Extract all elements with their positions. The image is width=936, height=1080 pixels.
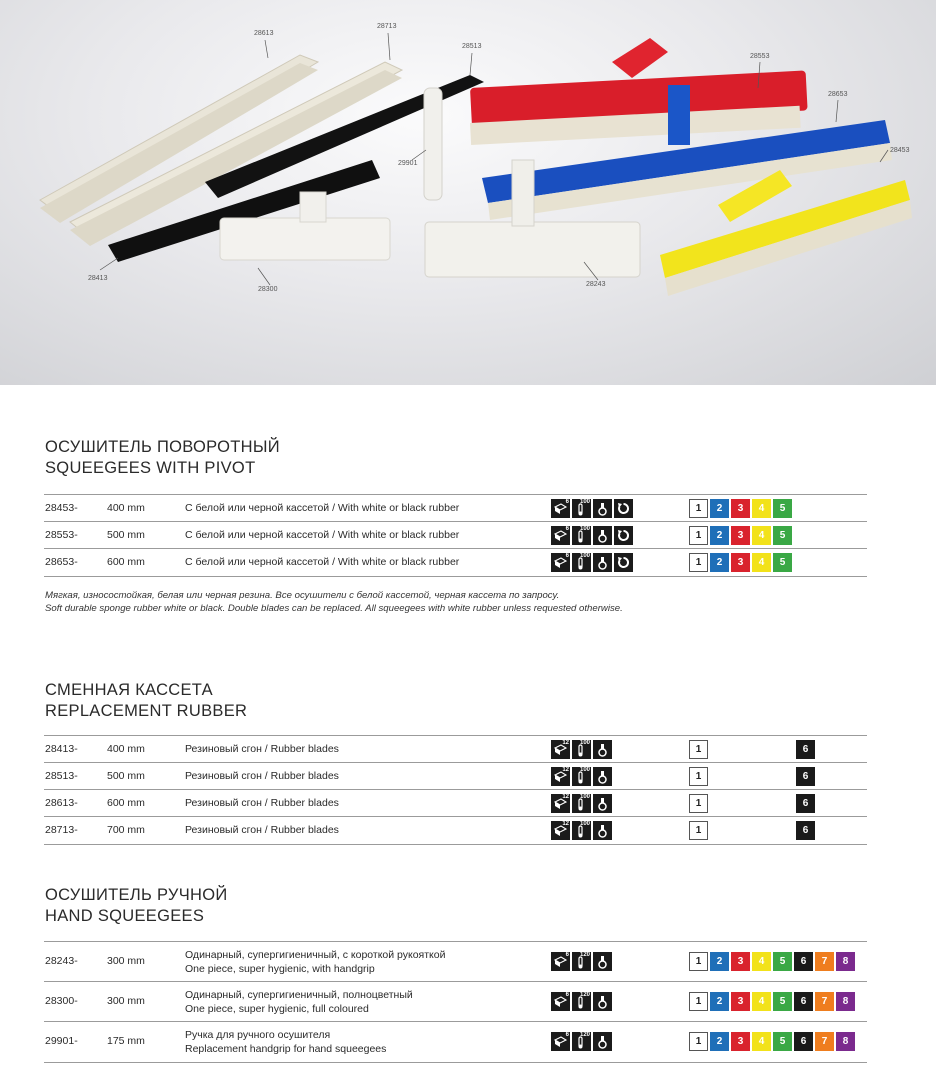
color-swatch: 2 <box>710 952 729 971</box>
temperature-value: 100 <box>579 499 590 505</box>
temperature-icon <box>572 952 591 971</box>
color-swatch: 4 <box>752 992 771 1011</box>
rotate-icon <box>614 526 633 545</box>
temperature-value: 100 <box>579 740 590 746</box>
color-swatch: 4 <box>752 1032 771 1051</box>
article-code: 28243- <box>45 955 78 967</box>
color-swatch: 2 <box>710 499 729 518</box>
property-icons <box>551 794 612 813</box>
color-swatch: 3 <box>731 553 750 572</box>
color-options <box>689 499 792 518</box>
color-swatch: 6 <box>796 821 815 840</box>
property-icons <box>551 767 612 786</box>
temperature-icon <box>572 1032 591 1051</box>
property-icons <box>551 526 633 545</box>
box-quantity-value: 6 <box>565 1032 569 1038</box>
description: Резиновый сгон / Rubber blades <box>185 797 339 809</box>
color-swatch: 7 <box>815 952 834 971</box>
property-icons <box>551 992 612 1011</box>
temperature-value: 100 <box>579 767 590 773</box>
color-swatch: 8 <box>836 992 855 1011</box>
temperature-icon <box>572 499 591 518</box>
box-quantity-value: 6 <box>565 526 569 532</box>
box-quantity-value: 12 <box>562 821 569 827</box>
color-swatch: 5 <box>773 992 792 1011</box>
color-swatch: 2 <box>710 1032 729 1051</box>
description-en: One piece, super hygienic, with handgrip <box>185 963 375 975</box>
pivot-note <box>45 589 623 615</box>
color-swatch: 4 <box>752 499 771 518</box>
size-value: 600 mm <box>107 556 145 568</box>
box-quantity-icon <box>551 526 570 545</box>
description-en: One piece, super hygienic, full coloured <box>185 1003 369 1015</box>
box-quantity-value: 12 <box>562 740 569 746</box>
color-options <box>689 821 815 840</box>
color-options <box>689 526 792 545</box>
photo-label-28553: 28553 <box>750 53 770 60</box>
article-code: 28653- <box>45 556 78 568</box>
hygiene-icon <box>593 499 612 518</box>
article-code: 28613- <box>45 797 78 809</box>
hygiene-icon <box>593 767 612 786</box>
property-icons <box>551 1032 612 1051</box>
size-value: 300 mm <box>107 995 145 1007</box>
box-quantity-value: 6 <box>565 499 569 505</box>
size-value: 400 mm <box>107 502 145 514</box>
color-swatch: 6 <box>794 1032 813 1051</box>
article-code: 28553- <box>45 529 78 541</box>
color-options <box>689 740 815 759</box>
description-ru: Одинарный, супергигиеничный, с короткой рукояткой <box>185 949 446 961</box>
color-swatch: 1 <box>689 499 708 518</box>
description-en: Replacement handgrip for hand squeegees <box>185 1043 387 1055</box>
photo-label-28413: 28413 <box>88 275 108 282</box>
box-quantity-icon <box>551 952 570 971</box>
color-swatch: 4 <box>752 952 771 971</box>
temperature-value: 100 <box>579 553 590 559</box>
hygiene-icon <box>593 740 612 759</box>
size-value: 600 mm <box>107 797 145 809</box>
color-swatch: 1 <box>689 992 708 1011</box>
color-swatch: 1 <box>689 794 708 813</box>
property-icons <box>551 821 612 840</box>
property-icons <box>551 952 612 971</box>
hygiene-icon <box>593 553 612 572</box>
hygiene-icon <box>593 794 612 813</box>
color-swatch: 6 <box>794 952 813 971</box>
color-swatch: 1 <box>689 526 708 545</box>
table-row <box>44 494 867 522</box>
color-options <box>689 1032 855 1051</box>
description-ru: Одинарный, супергигиеничный, полноцветный <box>185 989 413 1001</box>
description: С белой или черной кассетой / With white or black rubber <box>185 529 460 541</box>
color-swatch: 5 <box>773 1032 792 1051</box>
photo-label-28300: 28300 <box>258 286 278 293</box>
table-row <box>44 521 867 549</box>
box-quantity-icon <box>551 821 570 840</box>
article-code: 28300- <box>45 995 78 1007</box>
section-title-en: REPLACEMENT RUBBER <box>45 702 248 720</box>
note-ru: Мягкая, износостойкая, белая или черная резина. Все осушители с белой кассетой, черная кассета по запросу. <box>45 590 560 601</box>
article-code: 29901- <box>45 1035 78 1047</box>
color-swatch: 5 <box>773 952 792 971</box>
color-swatch: 8 <box>836 952 855 971</box>
box-quantity-icon <box>551 499 570 518</box>
photo-label-28613: 28613 <box>254 30 274 37</box>
color-swatch: 7 <box>815 1032 834 1051</box>
color-swatch: 1 <box>689 767 708 786</box>
color-swatch: 1 <box>689 821 708 840</box>
temperature-icon <box>572 821 591 840</box>
color-swatch: 5 <box>773 526 792 545</box>
hygiene-icon <box>593 1032 612 1051</box>
property-icons <box>551 499 633 518</box>
table-row <box>44 981 867 1022</box>
color-swatch: 3 <box>731 952 750 971</box>
table-row <box>44 762 867 790</box>
color-options <box>689 767 815 786</box>
article-code: 28453- <box>45 502 78 514</box>
temperature-icon <box>572 767 591 786</box>
temperature-icon <box>572 740 591 759</box>
color-swatch: 6 <box>796 740 815 759</box>
section-title-replacement <box>45 680 247 722</box>
product-photo <box>0 0 936 385</box>
size-value: 175 mm <box>107 1035 145 1047</box>
description <box>185 948 445 976</box>
color-options <box>689 952 855 971</box>
photo-label-28513: 28513 <box>462 43 482 50</box>
color-options <box>689 794 815 813</box>
article-code: 28713- <box>45 824 78 836</box>
color-swatch: 6 <box>796 767 815 786</box>
box-quantity-icon <box>551 740 570 759</box>
size-value: 500 mm <box>107 529 145 541</box>
color-options <box>689 553 792 572</box>
color-swatch: 1 <box>689 1032 708 1051</box>
table-row <box>44 735 867 763</box>
description: С белой или черной кассетой / With white or black rubber <box>185 556 460 568</box>
box-quantity-icon <box>551 553 570 572</box>
color-swatch: 2 <box>710 992 729 1011</box>
hygiene-icon <box>593 821 612 840</box>
temperature-value: 100 <box>579 794 590 800</box>
box-quantity-icon <box>551 794 570 813</box>
temperature-icon <box>572 526 591 545</box>
color-swatch: 6 <box>794 992 813 1011</box>
note-en: Soft durable sponge rubber white or black. Double blades can be replaced. All squeegees with white rubber unless requested otherwise. <box>45 603 623 614</box>
article-code: 28513- <box>45 770 78 782</box>
article-code: 28413- <box>45 743 78 755</box>
table-row <box>44 941 867 982</box>
description <box>185 988 413 1016</box>
property-icons <box>551 740 612 759</box>
rotate-icon <box>614 499 633 518</box>
squeegee-illustration <box>0 0 936 385</box>
section-title-ru: СМЕННАЯ КАССЕТА <box>45 681 213 699</box>
temperature-value: 120 <box>579 1032 590 1038</box>
color-swatch: 1 <box>689 553 708 572</box>
temperature-value: 120 <box>579 992 590 998</box>
color-swatch: 8 <box>836 1032 855 1051</box>
description: С белой или черной кассетой / With white or black rubber <box>185 502 460 514</box>
color-swatch: 3 <box>731 526 750 545</box>
photo-label-28453: 28453 <box>890 147 910 154</box>
color-swatch: 2 <box>710 553 729 572</box>
color-options <box>689 992 855 1011</box>
color-swatch: 4 <box>752 553 771 572</box>
size-value: 500 mm <box>107 770 145 782</box>
color-swatch: 4 <box>752 526 771 545</box>
temperature-value: 100 <box>579 821 590 827</box>
box-quantity-icon <box>551 1032 570 1051</box>
hygiene-icon <box>593 952 612 971</box>
size-value: 700 mm <box>107 824 145 836</box>
size-value: 300 mm <box>107 955 145 967</box>
color-swatch: 1 <box>689 740 708 759</box>
table-row <box>44 1021 867 1063</box>
description: Резиновый сгон / Rubber blades <box>185 743 339 755</box>
box-quantity-value: 6 <box>565 553 569 559</box>
photo-label-29901: 29901 <box>398 160 418 167</box>
color-swatch: 3 <box>731 1032 750 1051</box>
rotate-icon <box>614 553 633 572</box>
section-title-ru: ОСУШИТЕЛЬ РУЧНОЙ <box>45 886 228 904</box>
size-value: 400 mm <box>107 743 145 755</box>
section-title-en: HAND SQUEEGEES <box>45 907 205 925</box>
box-quantity-icon <box>551 992 570 1011</box>
photo-label-28713: 28713 <box>377 23 397 30</box>
table-row <box>44 548 867 577</box>
description <box>185 1028 386 1056</box>
section-title-hand <box>45 885 228 927</box>
box-quantity-value: 6 <box>565 952 569 958</box>
table-row <box>44 816 867 845</box>
box-quantity-value: 6 <box>565 992 569 998</box>
property-icons <box>551 553 633 572</box>
color-swatch: 3 <box>731 992 750 1011</box>
description: Резиновый сгон / Rubber blades <box>185 824 339 836</box>
photo-label-28243: 28243 <box>586 281 606 288</box>
color-swatch: 6 <box>796 794 815 813</box>
color-swatch: 2 <box>710 526 729 545</box>
description: Резиновый сгон / Rubber blades <box>185 770 339 782</box>
color-swatch: 5 <box>773 499 792 518</box>
section-title-pivot <box>45 437 280 479</box>
box-quantity-value: 12 <box>562 767 569 773</box>
section-title-ru: ОСУШИТЕЛЬ ПОВОРОТНЫЙ <box>45 438 280 456</box>
temperature-icon <box>572 992 591 1011</box>
temperature-value: 120 <box>579 952 590 958</box>
hygiene-icon <box>593 992 612 1011</box>
color-swatch: 1 <box>689 952 708 971</box>
hygiene-icon <box>593 526 612 545</box>
photo-label-28653: 28653 <box>828 91 848 98</box>
temperature-icon <box>572 553 591 572</box>
temperature-value: 100 <box>579 526 590 532</box>
temperature-icon <box>572 794 591 813</box>
color-swatch: 3 <box>731 499 750 518</box>
table-row <box>44 789 867 817</box>
box-quantity-icon <box>551 767 570 786</box>
color-swatch: 7 <box>815 992 834 1011</box>
section-title-en: SQUEEGEES WITH PIVOT <box>45 459 256 477</box>
box-quantity-value: 12 <box>562 794 569 800</box>
description-ru: Ручка для ручного осушителя <box>185 1029 331 1041</box>
color-swatch: 5 <box>773 553 792 572</box>
